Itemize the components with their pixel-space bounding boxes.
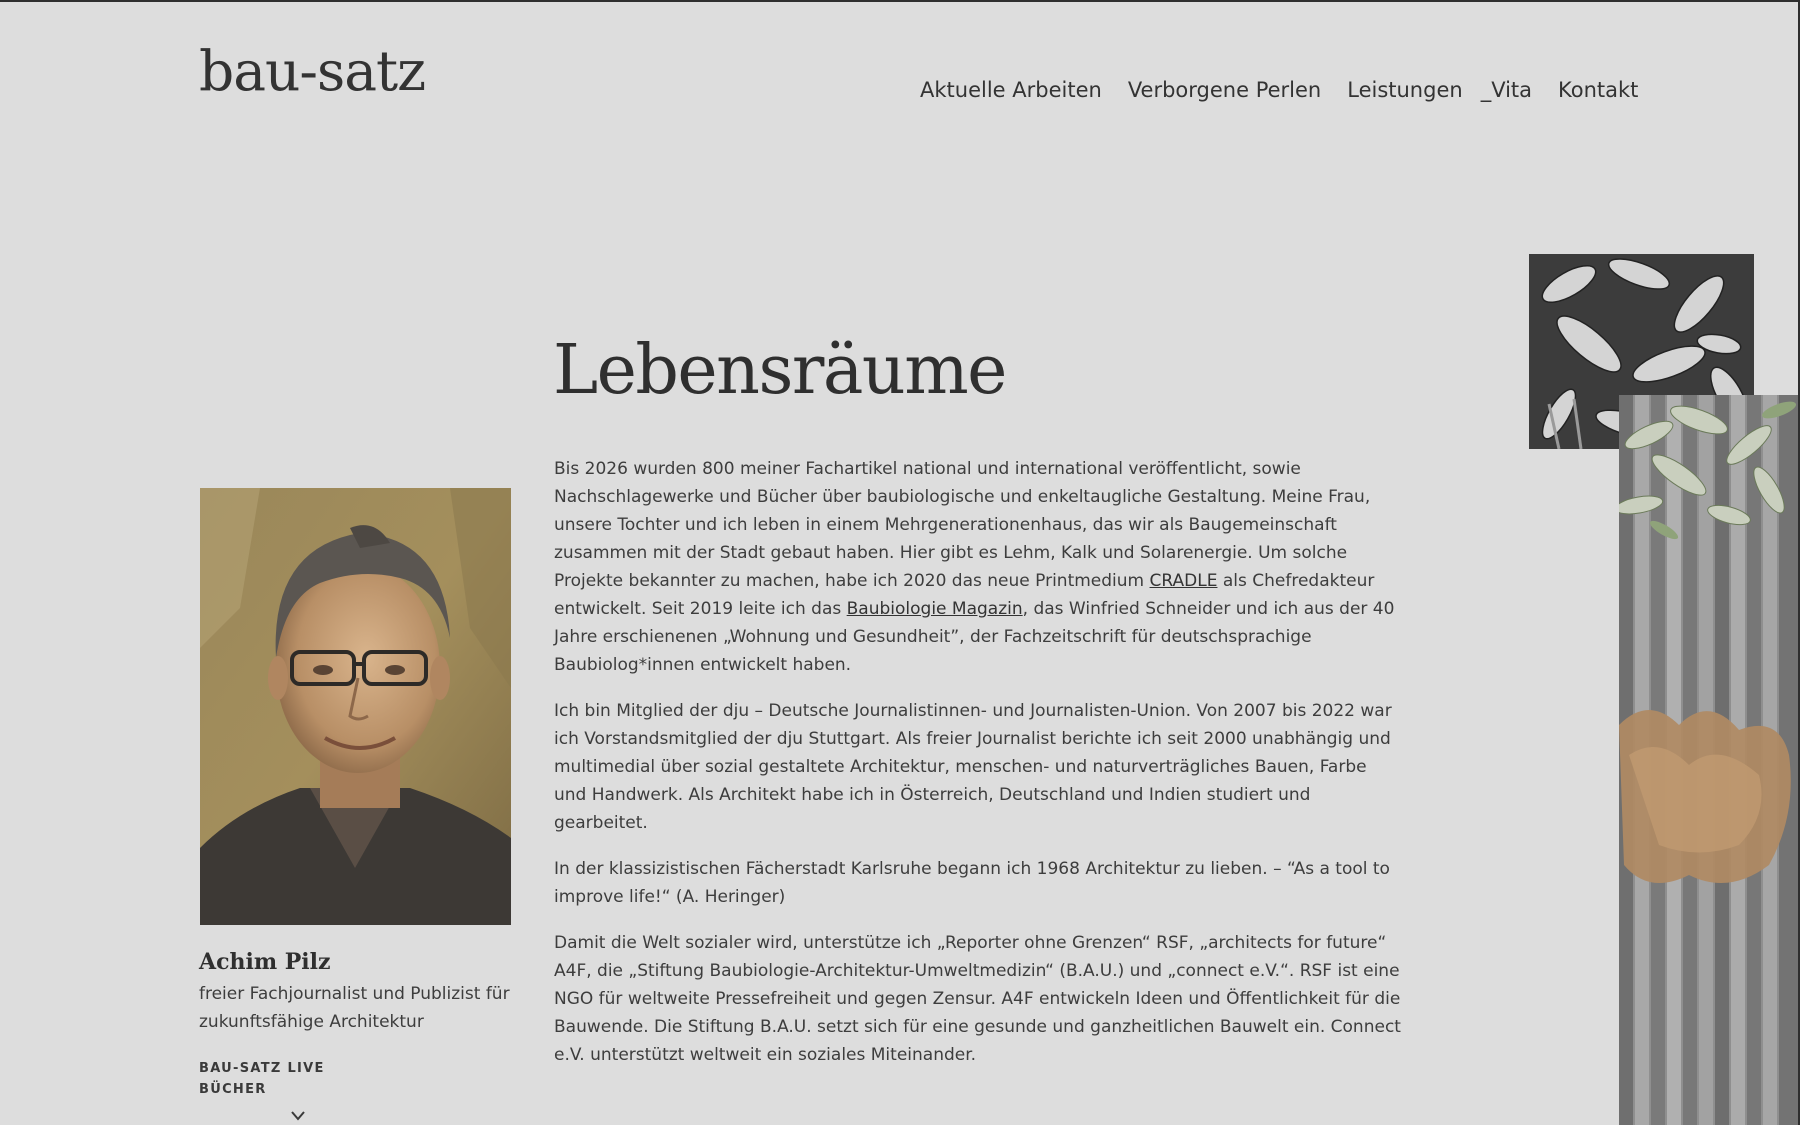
paragraph-1-text-b: als Chefredakteur entwickelt. Seit 2019 leite ich das [554,571,1375,619]
chevron-down-icon[interactable] [290,1110,306,1122]
site-logo[interactable]: bau-satz [199,39,426,103]
nav-item-verborgene-perlen[interactable]: Verborgene Perlen [1127,78,1322,102]
nav-item-leistungen[interactable]: Leistungen [1347,78,1463,102]
article-body [554,455,1404,1087]
page-title: Lebensräume [553,331,1006,410]
paragraph-1-text-a: Bis 2026 wurden 800 meiner Fachartikel national und international veröffentlicht, sowie Nachschlagewerke und Bücher über baubiologische und enkeltaugliche Gestaltung. Meine Frau, unsere Tochter und ich leben in einem Mehrgenerationenhaus, das wir als Baugemeinschaft zusammen mit der Stadt gebaut haben. Hier gibt es Lehm, Kalk und Solarenergie. Um solche Projekte bekannter zu machen, habe ich 2020 das neue Printmedium [554,459,1371,591]
window-frame-top [0,0,1800,2]
sidebar-link-buecher[interactable]: BÜCHER [199,1082,267,1097]
author-name: Achim Pilz [199,949,331,975]
nav-item-aktuelle-arbeiten[interactable]: Aktuelle Arbeiten [920,78,1102,102]
paragraph-4: Damit die Welt sozialer wird, unterstütze ich „Reporter ohne Grenzen“ RSF, „architects for future“ A4F, die „Stiftung Baubiologie-Architektur-Umweltmedizin“ (B.A.U.) und „connect e.V.“. RSF ist eine NGO für weltweite Pressefreiheit und gegen Zensur. A4F entwickeln Ideen und Öffentlichkeit für die Bauwende. Die Stiftung B.A.U. setzt sich für eine gesunde und ganzheitlichen Bauwelt ein. Connect e.V. unterstützt weltweit ein soziales Miteinander. [554,933,1401,1065]
nav-item-vita[interactable]: _Vita [1480,78,1533,102]
paragraph-1-text-c: , das Winfried Schneider und ich aus der 40 Jahre erschienenen „Wohnung und Gesundheit”, der Fachzeitschrift für deutschsprachige Baubiolog*innen entwickelt haben. [554,599,1395,675]
baubiologie-magazin-link[interactable]: Baubiologie Magazin [846,599,1023,619]
paragraph-1 [554,455,1404,679]
sidebar-link-bau-satz-live[interactable]: BAU-SATZ LIVE [199,1061,325,1076]
author-portrait [200,488,511,925]
cradle-link[interactable]: CRADLE [1149,571,1218,591]
author-description: freier Fachjournalist und Publizist für zukunftsfähige Architektur [199,984,510,1032]
paragraph-2: Ich bin Mitglied der dju – Deutsche Journalistinnen- und Journalisten-Union. Von 2007 bis 2022 war ich Vorstandsmitglied der dju Stuttgart. Als freier Journalist berichte ich seit 2000 unabhängig und multimedial über sozial gestaltete Architektur, menschen- und naturverträgliches Bauen, Farbe und Handwerk. Als Architekt habe ich in Österreich, Deutschland und Indien studiert und gearbeitet. [554,701,1392,833]
wood-clay-photo [1619,395,1798,1125]
paragraph-3: In der klassizistischen Fächerstadt Karlsruhe begann ich 1968 Architektur zu lieben. – “As a tool to improve life!“ (A. Heringer) [554,859,1390,907]
nav-item-kontakt[interactable]: Kontakt [1558,78,1639,102]
main-nav [920,76,1638,104]
sidebar-links [199,1058,325,1100]
